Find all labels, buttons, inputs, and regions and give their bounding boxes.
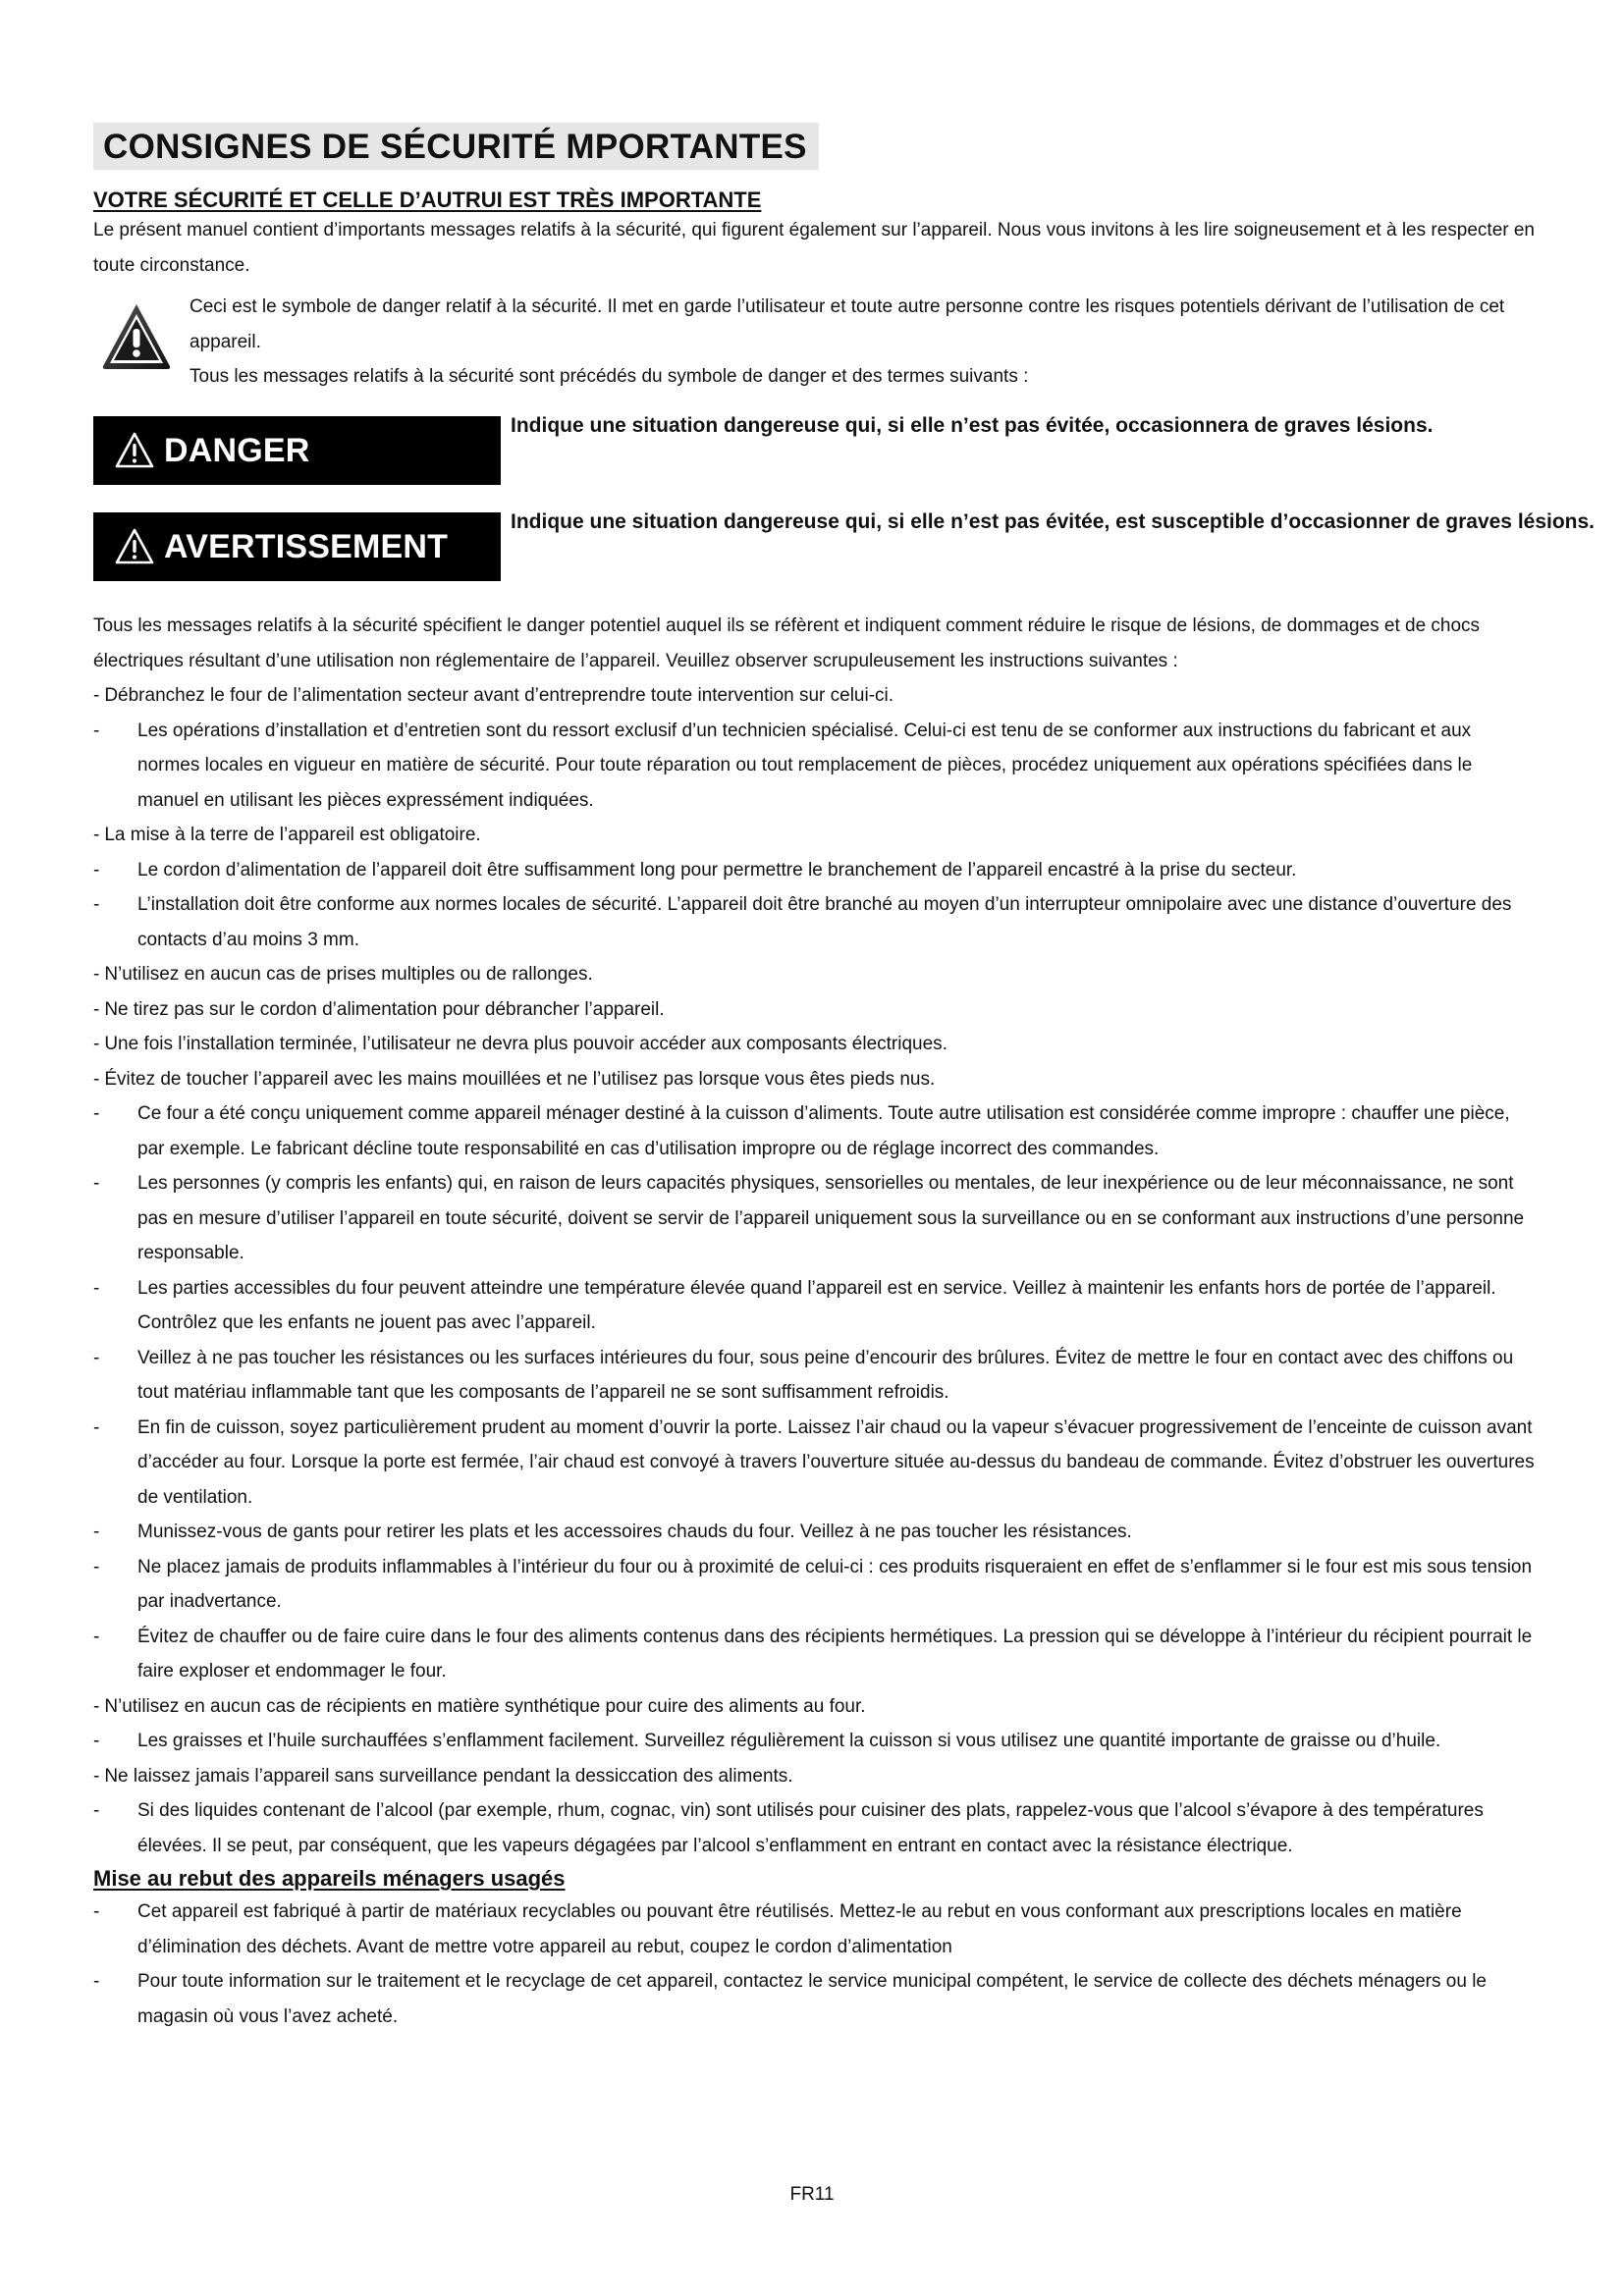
list-item: - Une fois l’installation terminée, l’utilisateur ne devra plus pouvoir accéder aux composants électriques. xyxy=(93,1034,947,1054)
list-item: - L’installation doit être conforme aux normes locales de sécurité. L’appareil doit être branché au moyen d’un interrupteur omnipolaire avec une distance d’ouverture des contacts d’au moins 3 mm. xyxy=(93,894,1512,950)
disposal-list xyxy=(93,1895,1537,2034)
symbol-description: Ceci est le symbole de danger relatif à la sécurité. Il met en garde l’utilisateur et toute autre personne contre les risques potentiels dérivant de l’utilisation de cet appareil. xyxy=(189,296,1505,352)
list-item: - Les graisses et l’huile surchauffées s’enflamment facilement. Surveillez régulièrement la cuisson si vous utilisez une quantité importante de graisse ou d’huile. xyxy=(93,1731,1441,1751)
list-item: - Les personnes (y compris les enfants) qui, en raison de leurs capacités physiques, sensorielles ou mentales, de leur inexpérience ou de leur méconnaissance, ne sont pas en mesure d’utiliser l’appareil en toute sécurité, doivent se servir de l’appareil uniquement sous la surveillance ou en se conformant aux instructions d’une personne responsable. xyxy=(93,1173,1525,1263)
list-item: - Le cordon d’alimentation de l’appareil doit être suffisamment long pour permettre le branchement de l’appareil encastré à la prise du secteur. xyxy=(93,859,1297,881)
warning-triangle-icon xyxy=(115,432,154,469)
warning-triangle-icon xyxy=(115,528,154,565)
list-item: - Évitez de toucher l’appareil avec les mains mouillées et ne l’utilisez pas lorsque vous êtes pieds nus. xyxy=(93,1068,936,1090)
safety-rules-list xyxy=(93,678,1537,1863)
page-number: FR11 xyxy=(789,2184,835,2205)
list-item: - Ne placez jamais de produits inflammables à l’intérieur du four ou à proximité de celui-ci : ces produits risqueraient en effet de s’enflammer si le four est mis sous tension par inadvertance. xyxy=(93,1556,1533,1612)
document-page xyxy=(93,123,1596,2034)
danger-description: Indique une situation dangereuse qui, si elle n’est pas évitée, occasionnera de graves lésions. xyxy=(511,414,1434,437)
list-item: - La mise à la terre de l’appareil est obligatoire. xyxy=(93,825,481,845)
list-item: - N’utilisez en aucun cas de récipients en matière synthétique pour cuire des aliments au four. xyxy=(93,1695,866,1717)
symbol-terms-intro: Tous les messages relatifs à la sécurité sont précédés du symbole de danger et des termes suivants : xyxy=(189,366,1029,387)
list-item: - N’utilisez en aucun cas de prises multiples ou de rallonges. xyxy=(93,964,593,985)
warning-row xyxy=(93,510,1596,587)
list-item: - Cet appareil est fabriqué à partir de matériaux recyclables ou pouvant être réutilisés. Mettez-le au rebut en vous conformant aux prescriptions locales en matière d’élimination des déchets. Avant de mettre votre appareil au rebut, coupez le cordon d’alimentation xyxy=(93,1901,1462,1957)
danger-row xyxy=(93,416,1537,485)
list-item: - Débranchez le four de l’alimentation secteur avant d’entreprendre toute intervention sur celui-ci. xyxy=(93,685,894,706)
list-item: - Munissez-vous de gants pour retirer les plats et les accessoires chauds du four. Veillez à ne pas toucher les résistances. xyxy=(93,1522,1132,1542)
warning-description: Indique une situation dangereuse qui, si elle n’est pas évitée, est susceptible d’occasionner de graves lésions. xyxy=(511,510,1596,533)
list-item: - Pour toute information sur le traitement et le recyclage de cet appareil, contactez le service municipal compétent, le service de collecte des déchets ménagers ou le magasin où vous l’avez acheté. xyxy=(93,1971,1487,2027)
warning-label: AVERTISSEMENT xyxy=(164,527,449,565)
list-item: - Ce four a été conçu uniquement comme appareil ménager destiné à la cuisson d’aliments. Toute autre utilisation est considérée comme impropre : chauffer une pièce, par exemple. Le fabricant décline toute responsabilité en cas d’utilisation impropre ou de réglage incorrect des commandes. xyxy=(93,1103,1510,1159)
list-item: - Évitez de chauffer ou de faire cuire dans le four des aliments contenus dans des récipients hermétiques. La pression qui se développe à l’intérieur du récipient pourrait le faire exploser et endommager le four. xyxy=(93,1626,1533,1682)
list-item: - Ne tirez pas sur le cordon d’alimentation pour débrancher l’appareil. xyxy=(93,998,665,1020)
list-item: - Les parties accessibles du four peuvent atteindre une température élevée quand l’appareil est en service. Veillez à maintenir les enfants hors de portée de l’appareil. Contrôlez que les enfants ne jouent pas avec l’appareil. xyxy=(93,1277,1496,1333)
list-item: - Ne laissez jamais l’appareil sans surveillance pendant la dessiccation des aliments. xyxy=(93,1765,793,1787)
intro-paragraph: Le présent manuel contient d’importants messages relatifs à la sécurité, qui figurent également sur l’appareil. Nous vous invitons à les lire soigneusement et à les respecter en toute circonstance. xyxy=(93,220,1536,276)
danger-symbol-block xyxy=(93,290,1537,395)
list-item: - Veillez à ne pas toucher les résistances ou les surfaces intérieures du four, sous peine d’encourir des brûlures. Évitez de mettre le four en contact avec des chiffons ou tout matériau inflammable tant que les composants de l’appareil ne se sont suffisamment refroidis. xyxy=(93,1347,1514,1403)
danger-label: DANGER xyxy=(164,431,310,469)
disposal-heading: Mise au rebut des appareils ménagers usagés xyxy=(93,1866,566,1891)
list-item: - Les opérations d’installation et d’entretien sont du ressort exclusif d’un technicien spécialisé. Celui-ci est tenu de se conformer aux instructions du fabricant et aux normes locales en vigueur en matière de sécurité. Pour toute réparation ou tout remplacement de pièces, procédez uniquement aux opérations spécifiées dans le manuel en utilisant les pièces expressément indiquées. xyxy=(93,720,1473,811)
list-item: - En fin de cuisson, soyez particulièrement prudent au moment d’ouvrir la porte. Laissez l’air chaud ou la vapeur s’évacuer progressivement de l’enceinte de cuisson avant d’accéder au four. Lorsque la porte est fermée, l’air chaud est convoyé à travers l’ouverture située au-dessus du bandeau de commande. Évitez d’obstruer les ouvertures de ventilation. xyxy=(93,1416,1535,1508)
page-title: CONSIGNES DE SÉCURITÉ MPORTANTES xyxy=(93,123,819,170)
section-heading: VOTRE SÉCURITÉ ET CELLE D’AUTRUI EST TRÈS IMPORTANTE xyxy=(93,187,762,212)
warning-label-box xyxy=(93,512,501,581)
danger-label-box xyxy=(93,416,501,485)
instructions-intro: Tous les messages relatifs à la sécurité spécifient le danger potentiel auquel ils se réfèrent et indiquent comment réduire le risque de lésions, de dommages et de chocs électriques résultant d’une utilisation non réglementaire de l’appareil. Veuillez observer scrupuleusement les instructions suivantes : xyxy=(93,615,1481,671)
warning-triangle-icon xyxy=(101,301,172,372)
list-item: - Si des liquides contenant de l’alcool (par exemple, rhum, cognac, vin) sont utilisés pour cuisiner des plats, rappelez-vous que l’alcool s’évapore à des températures élevées. Il se peut, par conséquent, que les vapeurs dégagées par l’alcool s’enflamment en entrant en contact avec la résistance électrique. xyxy=(93,1800,1484,1856)
